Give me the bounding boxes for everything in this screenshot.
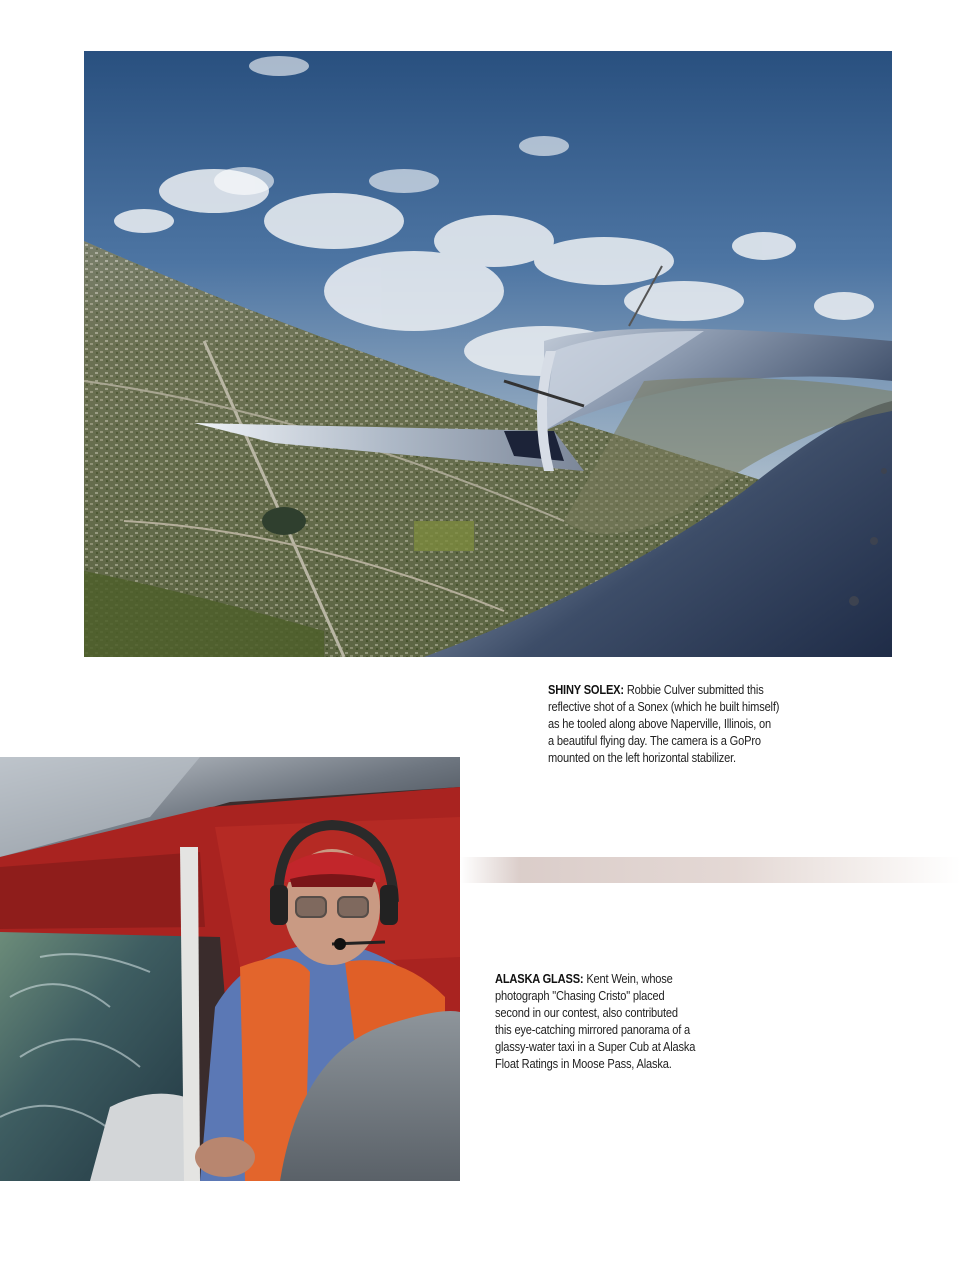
caption-heading: SHINY SOLEX:: [548, 683, 624, 697]
caption-shiny-solex: [548, 682, 812, 767]
caption-heading: ALASKA GLASS:: [495, 972, 584, 986]
caption-line: Float Ratings in Moose Pass, Alaska.: [495, 1056, 672, 1071]
caption-line: reflective shot of a Sonex (which he built himself): [548, 699, 780, 714]
caption-line: a beautiful flying day. The camera is a GoPro: [548, 733, 761, 748]
caption-line: mounted on the left horizontal stabilizer.: [548, 750, 736, 765]
caption-line: photograph "Chasing Cristo" placed: [495, 988, 665, 1003]
caption-alaska-glass: [495, 971, 726, 1072]
caption-line: [548, 682, 812, 699]
caption-line: [495, 971, 726, 988]
caption-text: Robbie Culver submitted this: [626, 683, 764, 697]
caption-line: this eye-catching mirrored panorama of a: [495, 1022, 691, 1037]
super-cub-cockpit-photo: [0, 757, 460, 1181]
caption-line: glassy-water taxi in a Super Cub at Alaska: [495, 1039, 696, 1054]
caption-line: as he tooled along above Naperville, Illinois, on: [548, 716, 772, 731]
caption-text: Kent Wein, whose: [586, 972, 673, 986]
sonex-flight-photo: [84, 51, 892, 657]
sonex-flight-image: [84, 51, 892, 657]
caption-line: second in our contest, also contributed: [495, 1005, 678, 1020]
super-cub-cockpit-image: [0, 757, 460, 1181]
decorative-divider: [460, 857, 961, 883]
